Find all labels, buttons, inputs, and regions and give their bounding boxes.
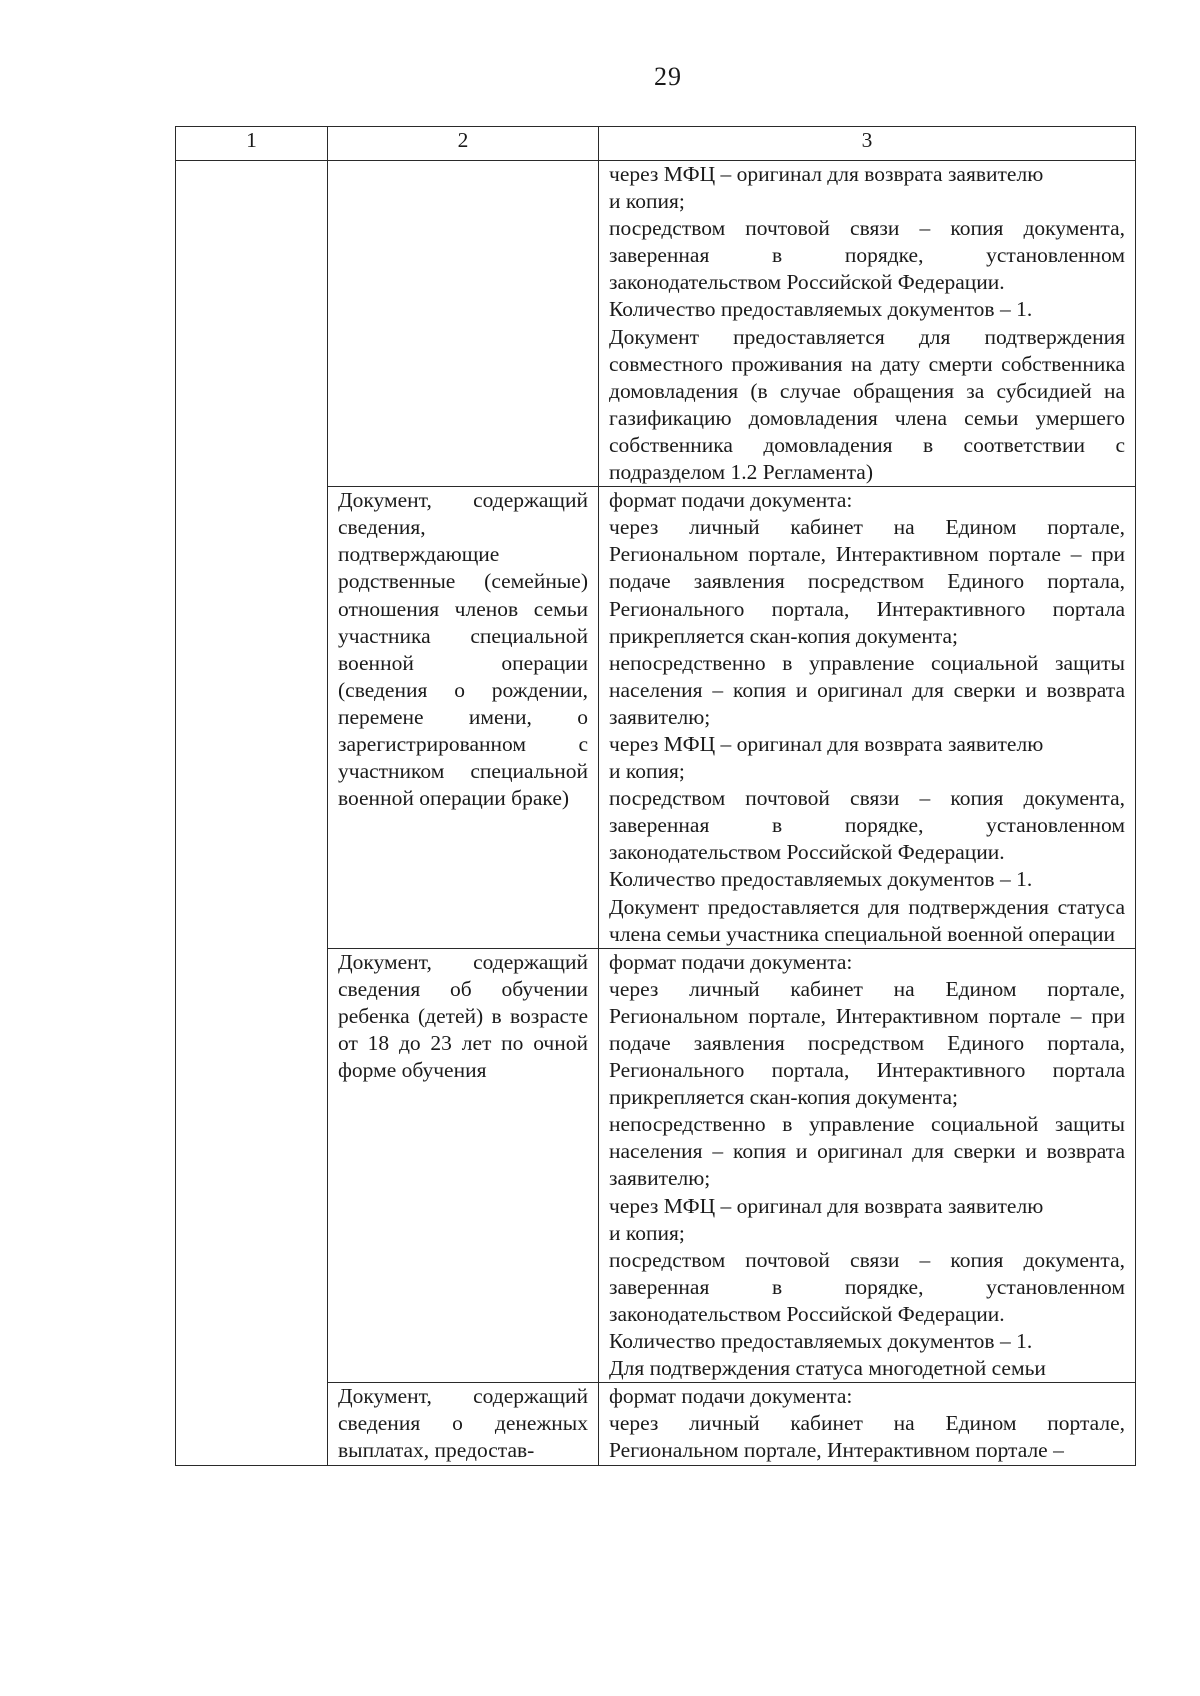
submission-info-cell — [599, 487, 1136, 949]
document-name-cell — [328, 487, 599, 949]
page-number: 29 — [654, 62, 682, 91]
column-header-3: 3 — [599, 127, 1136, 161]
document-table — [175, 126, 1136, 1466]
submission-info-text: через МФЦ – оригинал для возврата заявителю и копия; посредством почтовой связи – копия документа, заверенная в порядке, установленном законодательством Российской Федерации. Количество предоставляемых документов – 1. Документ предоставляется для подтверждения совместного проживания на дату смерти собственника домовладения (в случае обращения за субсидией на газификацию домовладения члена семьи умершего собственника домовладения в соответствии с подразделом 1.2 Регламента) — [609, 162, 1125, 485]
submission-info-text: формат подачи документа: через личный кабинет на Едином портале, Региональном портале, Интерактивном портале – при подаче заявления посредством Единого портала, Регионального портала, Интерактивного портала прикрепляется скан-копия документа; непосредственно в управление социальной защиты населения – копия и оригинал для сверки и возврата заявителю; через МФЦ – оригинал для возврата заявителю и копия; посредством почтовой связи – копия документа, заверенная в порядке, установленном законодательством Российской Федерации. Количество предоставляемых документов – 1. Документ предоставляется для подтверждения статуса члена семьи участника специальной военной операции — [609, 488, 1125, 946]
table-header-row — [176, 127, 1136, 161]
document-name-cell — [328, 161, 599, 487]
document-name-cell — [328, 1383, 599, 1465]
column-header-1: 1 — [176, 127, 328, 161]
document-name-cell — [328, 948, 599, 1383]
document-name-text: Документ, содержащий сведения, подтверждающие родственные (семейные) отношения членов семьи участника специальной военной операции (сведения о рождении, перемене имени, о зарегистрированном с участником специальной военной операции браке) — [338, 488, 588, 811]
submission-info-text: формат подачи документа: через личный кабинет на Едином портале, Региональном портале, Интерактивном портале – при подаче заявления посредством Единого портала, Регионального портала, Интерактивного портала прикрепляется скан-копия документа; непосредственно в управление социальной защиты населения – копия и оригинал для сверки и возврата заявителю; через МФЦ – оригинал для возврата заявителю и копия; посредством почтовой связи – копия документа, заверенная в порядке, установленном законодательством Российской Федерации. Количество предоставляемых документов – 1. Для подтверждения статуса многодетной семьи — [609, 949, 1125, 1381]
document-name-text: Документ, содержащий сведения об обучении ребенка (детей) в возрасте от 18 до 23 лет по очной форме обучения — [338, 949, 588, 1083]
column-1-cell — [176, 161, 328, 1466]
submission-info-cell — [599, 161, 1136, 487]
column-header-2: 2 — [328, 127, 599, 161]
table-row — [176, 161, 1136, 487]
submission-info-cell — [599, 948, 1136, 1383]
submission-info-text: формат подачи документа: через личный кабинет на Едином портале, Региональном портале, Интерактивном портале – — [609, 1384, 1125, 1463]
document-name-text: Документ, содержащий сведения о денежных выплатах, предостав- — [338, 1384, 588, 1463]
submission-info-cell — [599, 1383, 1136, 1465]
